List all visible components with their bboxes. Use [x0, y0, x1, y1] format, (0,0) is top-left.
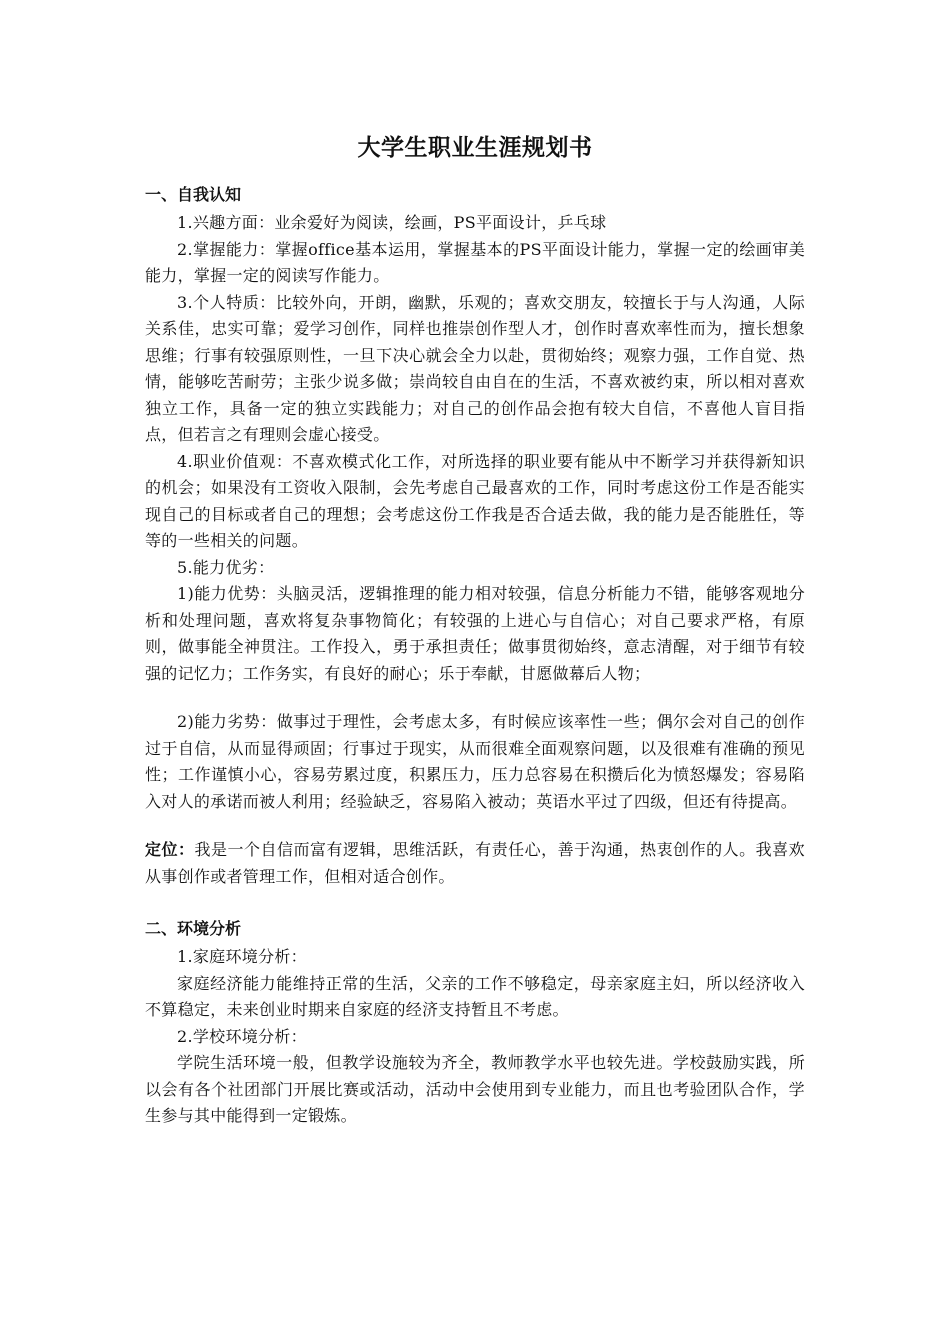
- section-heading-self-awareness: 一、自我认知: [145, 185, 242, 204]
- paragraph-school-heading: 2.学校环境分析：: [177, 1026, 307, 1046]
- paragraph-personal-traits: 3.个人特质：比较外向，开朗，幽默，乐观的；喜欢交朋友，较擅长于与人沟通，人际关系佳，忠实可靠；爱学习创作，同样也推崇创作型人才，创作时喜欢率性而为，擅长想象思维；行事有较强原则性，一旦下决心就会全力以赴，贯彻始终；观察力强，工作自觉、热情，能够吃苦耐劳；主张少说多做；崇尚较自由自在的生活，不喜欢被约束，所以相对喜欢独立工作，具备一定的独立实践能力；对自己的创作品会抱有较大自信，不喜他人盲目指点，但若言之有理则会虚心接受。: [145, 292, 805, 444]
- paragraph-abilities: 2.掌握能力：掌握office基本运用，掌握基本的PS平面设计能力，掌握一定的绘画审美能力，掌握一定的阅读写作能力。: [145, 239, 805, 285]
- spacer: [145, 815, 805, 837]
- paragraph-strengths: 1)能力优势：头脑灵活，逻辑推理的能力相对较强，信息分析能力不错，能够客观地分析和处理问题，喜欢将复杂事物简化；有较强的上进心与自信心；对自己要求严格，有原则，做事能全神贯注。工作投入，勇于承担责任；做事贯彻始终，意志清醒，对于细节有较强的记忆力；工作务实，有良好的耐心；乐于奉献，甘愿做幕后人物；: [145, 584, 805, 683]
- paragraph-family-text: 家庭经济能力能维持正常的生活，父亲的工作不够稳定，母亲家庭主妇，所以经济收入不算稳定，未来创业时期来自家庭的经济支持暂且不考虑。: [145, 973, 805, 1019]
- section-heading-environment-analysis: 二、环境分析: [145, 919, 242, 938]
- paragraph-weaknesses: 2)能力劣势：做事过于理性，会考虑太多，有时候应该率性一些；偶尔会对自己的创作过于自信，从而显得顽固；行事过于现实，从而很难全面观察问题，以及很难有准确的预见性；工作谨慎小心，容易劳累过度，积累压力，压力总容易在积攒后化为愤怒爆发；容易陷入对人的承诺而被人利用；经验缺乏，容易陷入被动；英语水平过了四级，但还有待提高。: [145, 712, 805, 811]
- paragraph-strengths-weaknesses-heading: 5.能力优劣：: [177, 557, 275, 577]
- paragraph-interests: 1.兴趣方面：业余爱好为阅读，绘画，PS平面设计，乒乓球: [177, 213, 607, 232]
- positioning-label: 定位：: [145, 840, 195, 859]
- document-page: [145, 128, 805, 1130]
- spacer: [145, 687, 805, 709]
- paragraph-family-heading: 1.家庭环境分析：: [177, 947, 307, 966]
- positioning-text: 我是一个自信而富有逻辑，思维活跃，有责任心，善于沟通，热衷创作的人。我喜欢从事创作或者管理工作，但相对适合创作。: [145, 840, 805, 886]
- spacer: [145, 890, 805, 916]
- paragraph-career-values: 4.职业价值观：不喜欢模式化工作，对所选择的职业要有能从中不断学习并获得新知识的机会；如果没有工资收入限制，会先考虑自己最喜欢的工作，同时考虑这份工作是否能实现自己的目标或者自己的理想；会考虑这份工作我是否合适去做，我的能力是否能胜任，等等的一些相关的问题。: [145, 451, 805, 550]
- paragraph-school-text: 学院生活环境一般，但教学设施较为齐全，教师教学水平也较先进。学校鼓励实践，所以会有各个社团部门开展比赛或活动，活动中会使用到专业能力，而且也考验团队合作，学生参与其中能得到一定锻炼。: [145, 1053, 805, 1125]
- document-title: 大学生职业生涯规划书: [357, 135, 593, 161]
- paragraph-positioning: [145, 837, 805, 890]
